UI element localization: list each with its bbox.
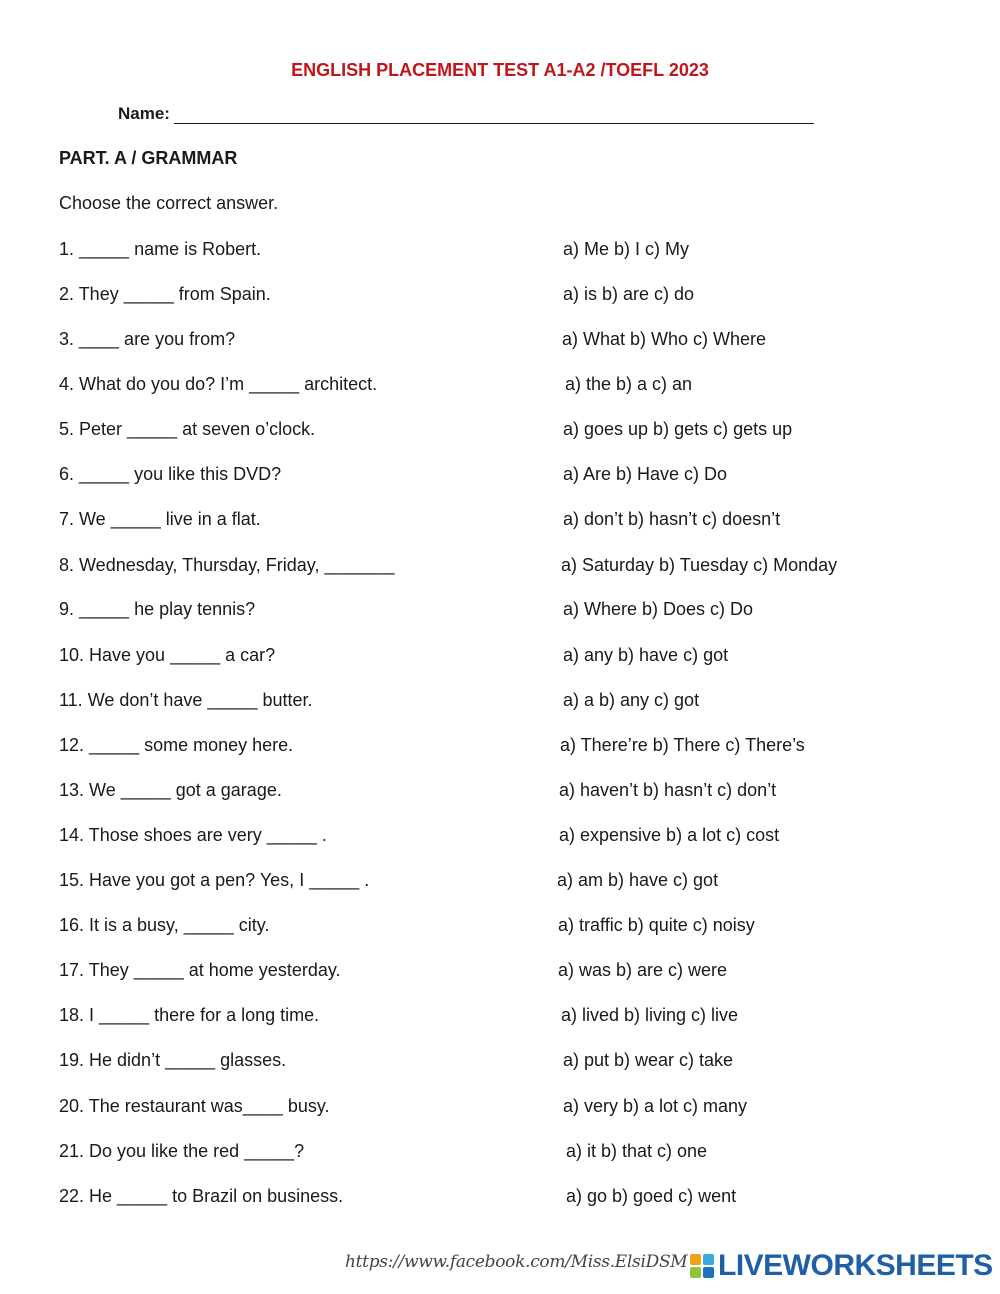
question-text: 21. Do you like the red _____?: [59, 1141, 305, 1161]
answer-options: a) was b) are c) were: [558, 960, 728, 980]
question-text: 1. _____ name is Robert.: [59, 239, 262, 259]
answer-options: a) Saturday b) Tuesday c) Monday: [561, 555, 838, 575]
logo-blocks-icon: [690, 1254, 714, 1278]
answer-options: a) go b) goed c) went: [566, 1186, 737, 1206]
question-text: 8. Wednesday, Thursday, Friday, _______: [59, 555, 395, 575]
answer-options: a) What b) Who c) Where: [562, 329, 767, 349]
answer-options: a) any b) have c) got: [563, 645, 729, 665]
answer-options: a) haven’t b) hasn’t c) don’t: [559, 780, 777, 800]
answer-options: a) Are b) Have c) Do: [563, 464, 728, 484]
answer-options: a) it b) that c) one: [566, 1141, 708, 1161]
question-text: 11. We don’t have _____ butter.: [59, 690, 313, 710]
answer-options: a) expensive b) a lot c) cost: [559, 825, 780, 845]
question-text: 6. _____ you like this DVD?: [59, 464, 282, 484]
question-text: 18. I _____ there for a long time.: [59, 1005, 320, 1025]
question-text: 9. _____ he play tennis?: [59, 599, 256, 619]
section-heading: PART. A / GRAMMAR: [59, 148, 238, 168]
answer-options: a) don’t b) hasn’t c) doesn’t: [563, 509, 781, 529]
question-text: 12. _____ some money here.: [59, 735, 294, 755]
page-title: ENGLISH PLACEMENT TEST A1-A2 /TOEFL 2023: [291, 60, 709, 80]
question-text: 13. We _____ got a garage.: [59, 780, 282, 800]
question-text: 2. They _____ from Spain.: [59, 284, 271, 304]
answer-options: a) goes up b) gets c) gets up: [563, 419, 793, 439]
question-text: 7. We _____ live in a flat.: [59, 509, 261, 529]
logo-text: LIVEWORKSHEETS: [718, 1249, 993, 1282]
answer-options: a) very b) a lot c) many: [563, 1096, 748, 1116]
question-text: 22. He _____ to Brazil on business.: [59, 1186, 344, 1206]
answer-options: a) Where b) Does c) Do: [563, 599, 754, 619]
answer-options: a) the b) a c) an: [565, 374, 693, 394]
liveworksheets-logo: [690, 1249, 993, 1283]
answer-options: a) put b) wear c) take: [563, 1050, 734, 1070]
answer-options: a) traffic b) quite c) noisy: [558, 915, 755, 935]
name-field[interactable]: [174, 105, 814, 124]
question-text: 14. Those shoes are very _____ .: [59, 825, 327, 845]
footer-url: https://www.facebook.com/Miss.ElsiDSM: [345, 1252, 688, 1272]
answer-options: a) a b) any c) got: [563, 690, 700, 710]
name-row: [118, 104, 814, 124]
question-text: 4. What do you do? I’m _____ architect.: [59, 374, 378, 394]
question-text: 10. Have you _____ a car?: [59, 645, 276, 665]
answer-options: a) lived b) living c) live: [561, 1005, 739, 1025]
answer-options: a) Me b) I c) My: [563, 239, 690, 259]
answer-options: a) am b) have c) got: [557, 870, 719, 890]
question-text: 19. He didn’t _____ glasses.: [59, 1050, 287, 1070]
question-text: 17. They _____ at home yesterday.: [59, 960, 341, 980]
answer-options: a) is b) are c) do: [563, 284, 695, 304]
name-label: Name:: [118, 104, 170, 123]
instruction-text: Choose the correct answer.: [59, 193, 279, 213]
question-text: 16. It is a busy, _____ city.: [59, 915, 270, 935]
question-text: 3. ____ are you from?: [59, 329, 236, 349]
answer-options: a) There’re b) There c) There’s: [560, 735, 805, 755]
question-text: 20. The restaurant was____ busy.: [59, 1096, 330, 1116]
question-text: 5. Peter _____ at seven o’clock.: [59, 419, 316, 439]
question-text: 15. Have you got a pen? Yes, I _____ .: [59, 870, 370, 890]
